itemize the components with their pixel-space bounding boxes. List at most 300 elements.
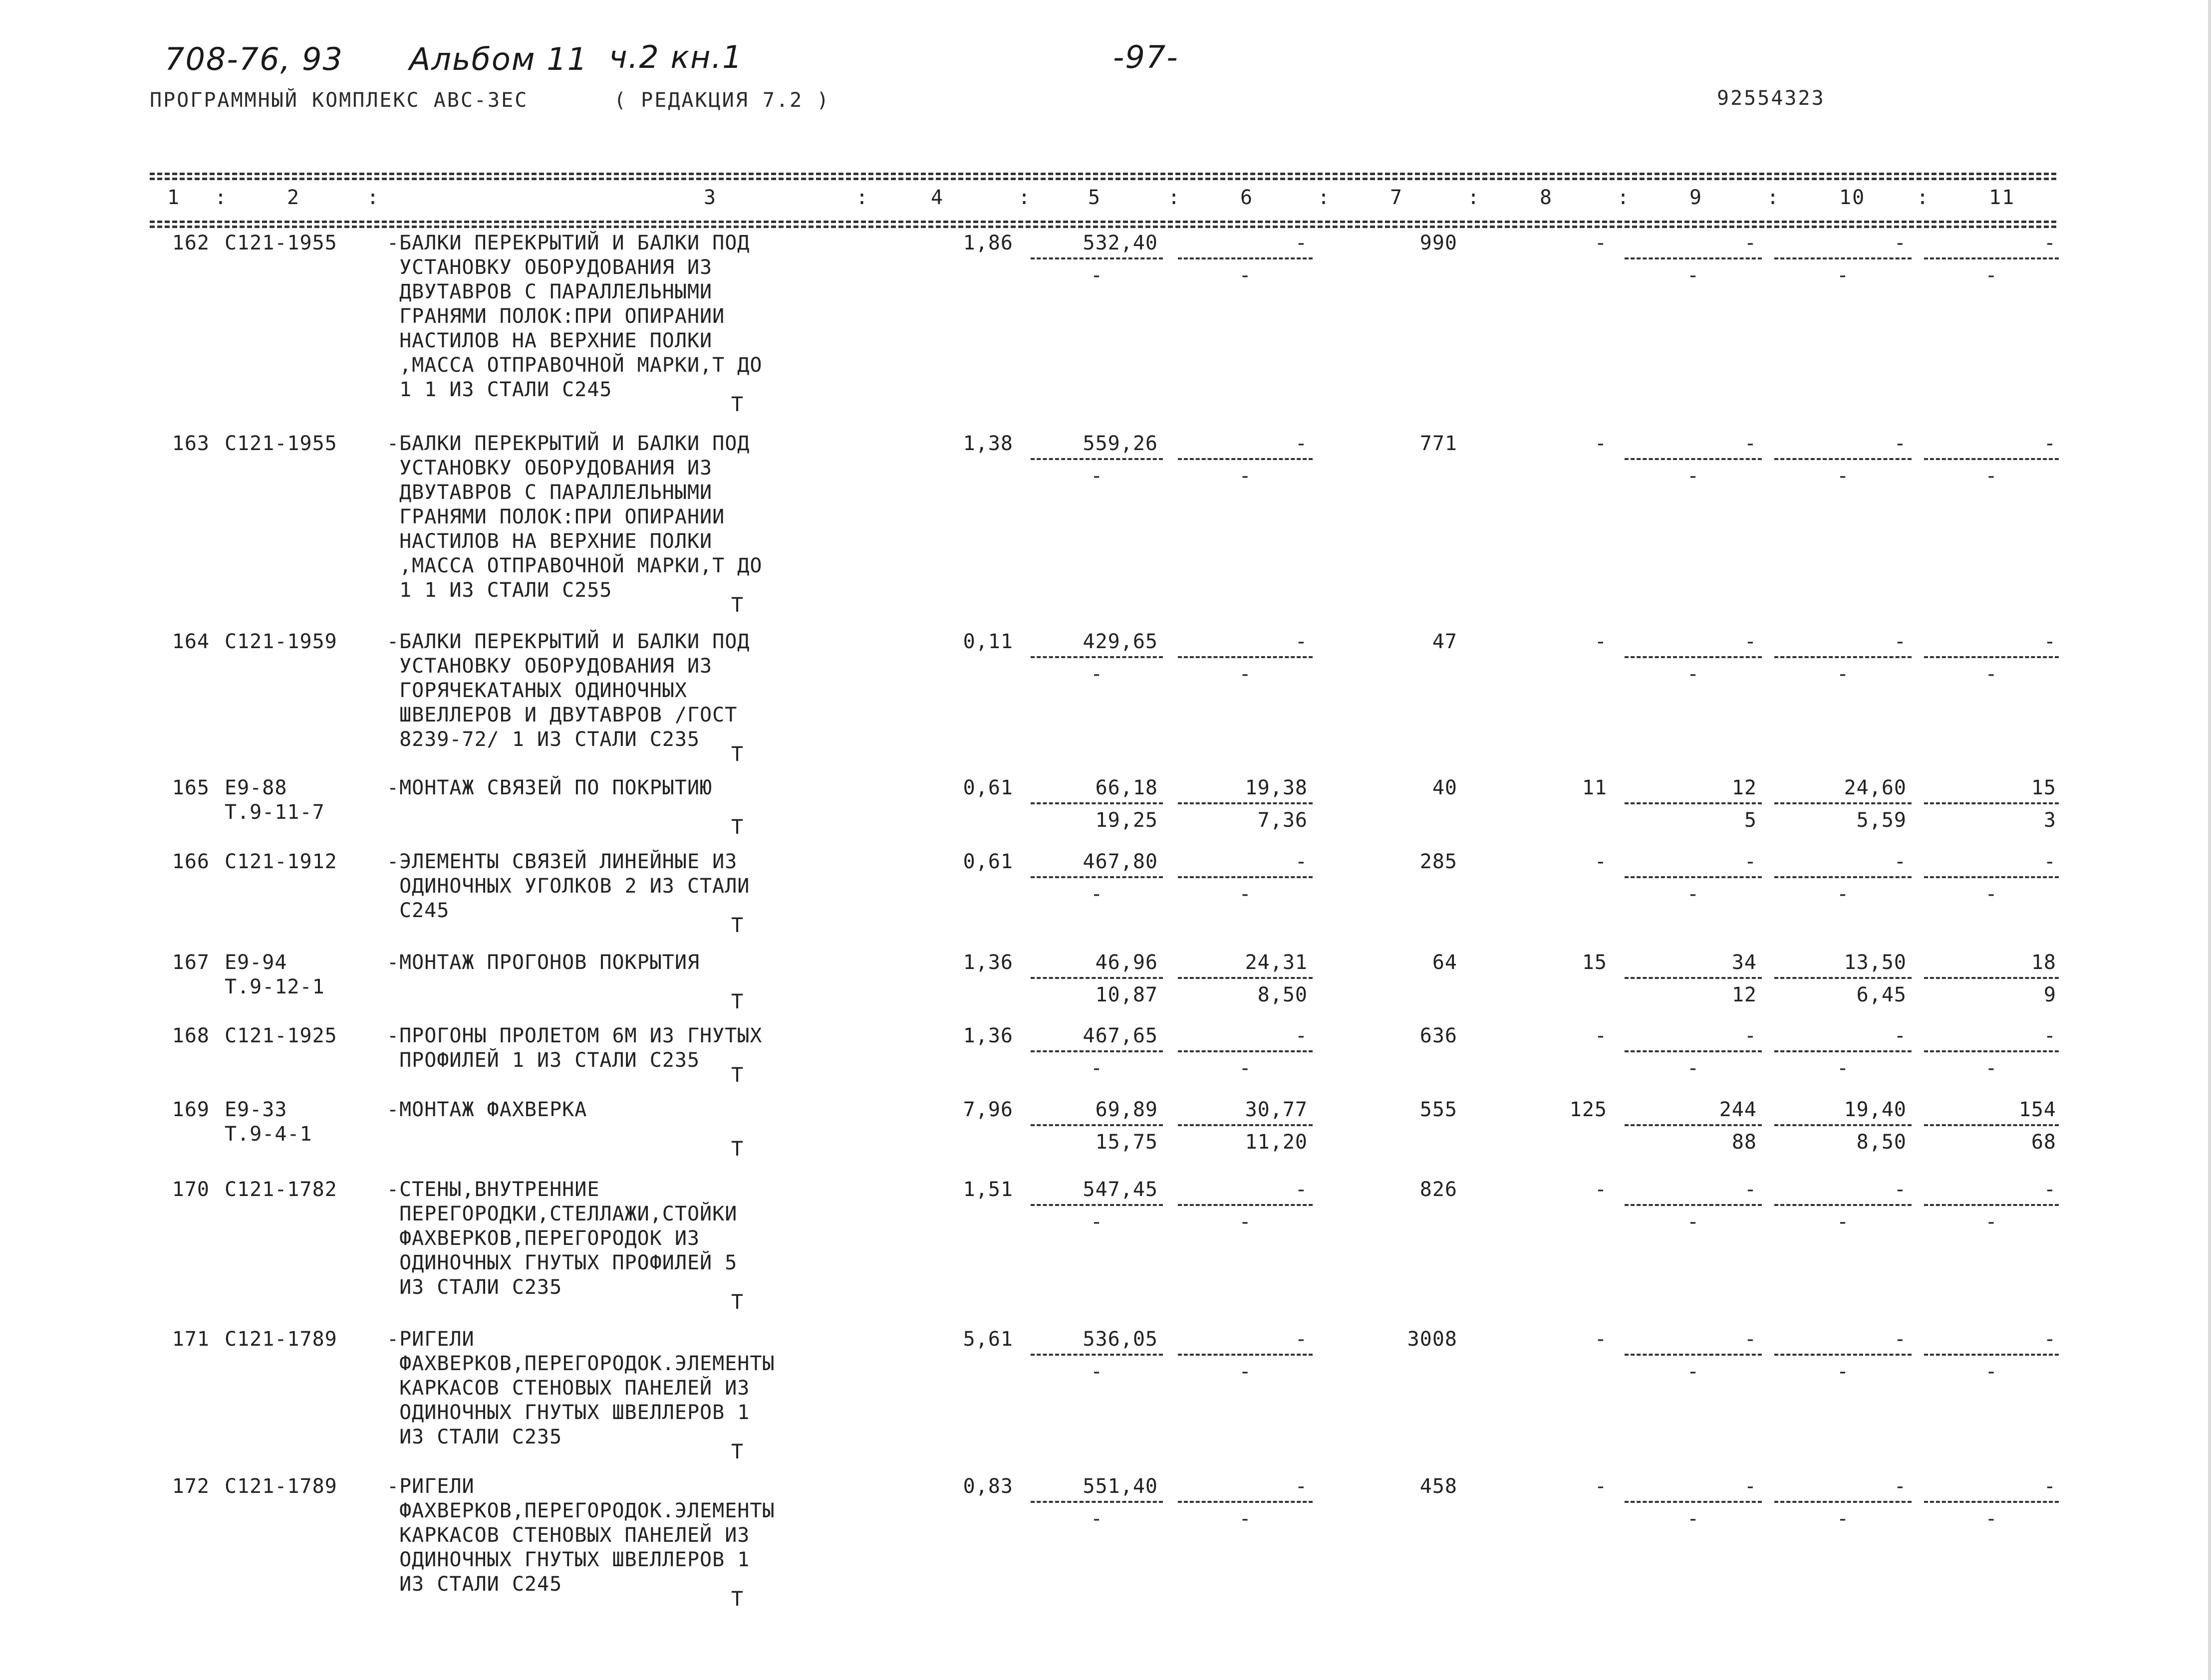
- value-col-9: -: [1744, 232, 1757, 254]
- work-description: ИЗ СТАЛИ С235: [387, 1426, 562, 1448]
- lower-value-col-10: -: [1836, 465, 1850, 487]
- value-col-4: 5,61: [963, 1328, 1013, 1351]
- lower-value-col-6: -: [1239, 663, 1252, 686]
- value-divider: [1625, 458, 1762, 460]
- value-divider: [1031, 1204, 1163, 1206]
- unit-mark: Т: [731, 393, 744, 416]
- lower-value-col-10: 5,59: [1856, 809, 1907, 832]
- work-description: ,МАССА ОТПРАВОЧНОЙ МАРКИ,Т ДО: [387, 354, 763, 377]
- value-divider: [1031, 656, 1163, 658]
- row-number: 169: [172, 1098, 210, 1121]
- work-description: ОДИНОЧНЫХ ГНУТЫХ ПРОФИЛЕЙ 5: [387, 1251, 738, 1274]
- handwritten-page-number: -97-: [1113, 39, 1179, 75]
- column-separator: :: [1917, 186, 1930, 209]
- row-number: 167: [172, 951, 210, 974]
- row-number: 168: [172, 1024, 210, 1047]
- value-col-7: 285: [1419, 850, 1457, 873]
- column-separator: :: [1617, 186, 1631, 209]
- lower-value-col-9: 88: [1731, 1131, 1757, 1154]
- lower-value-col-6: 11,20: [1245, 1131, 1308, 1154]
- value-col-6: 19,38: [1245, 776, 1308, 799]
- value-divider: [1625, 977, 1762, 979]
- value-col-11: 18: [2031, 951, 2056, 974]
- value-col-11: -: [2043, 1024, 2056, 1047]
- resource-code: Т.9-4-1: [225, 1123, 312, 1146]
- value-col-10: 19,40: [1844, 1098, 1907, 1121]
- lower-value-col-5: -: [1090, 465, 1104, 487]
- value-col-8: -: [1594, 1475, 1607, 1498]
- value-col-10: -: [1894, 1475, 1907, 1498]
- column-header-8: 8: [1540, 186, 1553, 209]
- value-col-8: 125: [1569, 1098, 1607, 1121]
- value-divider: [1178, 458, 1313, 460]
- value-col-7: 826: [1419, 1178, 1457, 1201]
- table-row: [0, 1098, 2211, 1161]
- value-col-8: -: [1594, 232, 1607, 254]
- value-divider: [1625, 876, 1762, 878]
- value-col-8: -: [1594, 1024, 1607, 1047]
- work-description: -МОНТАЖ СВЯЗЕЙ ПО ПОКРЫТИЮ: [387, 776, 713, 799]
- value-col-8: -: [1594, 850, 1607, 873]
- value-col-10: -: [1894, 432, 1907, 455]
- value-divider: [1031, 1501, 1163, 1503]
- work-description: УСТАНОВКУ ОБОРУДОВАНИЯ ИЗ: [387, 655, 713, 678]
- value-col-11: -: [2043, 1328, 2056, 1351]
- row-number: 166: [172, 850, 210, 873]
- value-col-8: 11: [1582, 776, 1607, 799]
- lower-value-col-11: 3: [2043, 809, 2056, 832]
- work-description: ГОРЯЧЕКАТАНЫХ ОДИНОЧНЫХ: [387, 679, 687, 702]
- lower-value-col-10: -: [1836, 1210, 1850, 1233]
- value-divider: [1178, 1050, 1313, 1052]
- column-separator: :: [1318, 186, 1331, 209]
- handwritten-album: Альбом 11: [409, 41, 588, 77]
- column-separator: :: [1767, 186, 1780, 209]
- value-col-8: 15: [1582, 951, 1607, 974]
- value-col-10: -: [1894, 232, 1907, 254]
- work-description: С245: [387, 899, 450, 922]
- value-col-11: -: [2043, 1178, 2056, 1201]
- column-separator: :: [1018, 186, 1032, 209]
- work-description: ГРАНЯМИ ПОЛОК:ПРИ ОПИРАНИИ: [387, 305, 725, 328]
- value-divider: [1924, 1501, 2059, 1503]
- column-header-5: 5: [1088, 186, 1102, 209]
- lower-value-col-9: -: [1686, 1057, 1700, 1080]
- lower-value-col-5: -: [1090, 663, 1104, 686]
- value-col-8: -: [1594, 432, 1607, 455]
- value-col-11: 15: [2031, 776, 2056, 799]
- lower-value-col-5: -: [1090, 1360, 1104, 1383]
- column-separator: :: [1467, 186, 1481, 209]
- value-col-5: 66,18: [1095, 776, 1158, 799]
- value-col-4: 0,61: [963, 850, 1013, 873]
- work-description: ИЗ СТАЛИ С245: [387, 1573, 562, 1596]
- value-divider: [1625, 257, 1762, 259]
- lower-value-col-5: -: [1090, 1507, 1104, 1530]
- work-description: ШВЕЛЛЕРОВ И ДВУТАВРОВ /ГОСТ: [387, 704, 738, 726]
- lower-value-col-5: 15,75: [1095, 1131, 1158, 1154]
- value-divider: [1774, 656, 1912, 658]
- work-description: ПЕРЕГОРОДКИ,СТЕЛЛАЖИ,СТОЙКИ: [387, 1202, 738, 1225]
- value-divider: [1625, 1204, 1762, 1206]
- column-header-2: 2: [287, 186, 300, 209]
- unit-mark: Т: [731, 743, 744, 766]
- value-col-7: 3008: [1407, 1328, 1457, 1351]
- work-description: -МОНТАЖ ФАХВЕРКА: [387, 1098, 587, 1121]
- work-description: 8239-72/ 1 ИЗ СТАЛИ С235: [387, 728, 700, 751]
- work-description: -РИГЕЛИ: [387, 1475, 475, 1498]
- lower-value-col-9: -: [1686, 1360, 1700, 1383]
- row-number: 170: [172, 1178, 210, 1201]
- lower-value-col-6: 7,36: [1257, 809, 1308, 832]
- value-col-7: 990: [1419, 232, 1457, 254]
- value-col-9: 244: [1719, 1098, 1757, 1121]
- value-divider: [1924, 1204, 2059, 1206]
- lower-value-col-6: 8,50: [1257, 983, 1308, 1006]
- value-col-4: 1,38: [963, 432, 1013, 455]
- value-col-7: 636: [1419, 1024, 1457, 1047]
- header-rule-bottom-2: [150, 226, 2056, 228]
- value-col-10: -: [1894, 1024, 1907, 1047]
- value-col-11: -: [2043, 630, 2056, 653]
- resource-code: С121-1925: [225, 1024, 337, 1047]
- work-description: -БАЛКИ ПЕРЕКРЫТИЙ И БАЛКИ ПОД: [387, 432, 750, 455]
- value-divider: [1178, 1501, 1313, 1503]
- value-col-11: -: [2043, 432, 2056, 455]
- value-col-8: -: [1594, 1178, 1607, 1201]
- value-col-5: 559,26: [1083, 432, 1158, 455]
- column-header-9: 9: [1689, 186, 1703, 209]
- value-col-10: -: [1894, 1328, 1907, 1351]
- value-col-11: -: [2043, 1475, 2056, 1498]
- value-col-5: 547,45: [1083, 1178, 1158, 1201]
- resource-code: Е9-33: [225, 1098, 287, 1121]
- row-number: 171: [172, 1328, 210, 1351]
- value-col-8: -: [1594, 630, 1607, 653]
- value-col-7: 771: [1419, 432, 1457, 455]
- lower-value-col-10: 6,45: [1856, 983, 1907, 1006]
- value-col-4: 0,61: [963, 776, 1013, 799]
- lower-value-col-10: 8,50: [1856, 1131, 1907, 1154]
- lower-value-col-9: -: [1686, 663, 1700, 686]
- lower-value-col-11: -: [1985, 1057, 1998, 1080]
- work-description: -ПРОГОНЫ ПРОЛЕТОМ 6М ИЗ ГНУТЫХ: [387, 1024, 763, 1047]
- work-description: КАРКАСОВ СТЕНОВЫХ ПАНЕЛЕЙ ИЗ: [387, 1377, 750, 1400]
- value-divider: [1031, 1050, 1163, 1052]
- column-header-7: 7: [1390, 186, 1403, 209]
- unit-mark: Т: [731, 914, 744, 937]
- value-col-6: -: [1295, 1024, 1308, 1047]
- value-divider: [1924, 802, 2059, 804]
- resource-code: С121-1789: [225, 1475, 337, 1498]
- value-divider: [1924, 1050, 2059, 1052]
- value-col-11: -: [2043, 232, 2056, 254]
- row-number: 172: [172, 1475, 210, 1498]
- value-divider: [1031, 1354, 1163, 1356]
- value-col-7: 40: [1432, 776, 1457, 799]
- value-col-11: -: [2043, 850, 2056, 873]
- value-divider: [1774, 1050, 1912, 1052]
- value-col-6: -: [1295, 1328, 1308, 1351]
- row-number: 165: [172, 776, 210, 799]
- value-col-10: 13,50: [1844, 951, 1907, 974]
- value-divider: [1031, 977, 1163, 979]
- value-divider: [1924, 876, 2059, 878]
- work-description: ФАХВЕРКОВ,ПЕРЕГОРОДОК.ЭЛЕМЕНТЫ: [387, 1499, 775, 1522]
- value-col-4: 0,83: [963, 1475, 1013, 1498]
- value-col-4: 7,96: [963, 1098, 1013, 1121]
- handwritten-part: ч.2 кн.1: [609, 39, 743, 75]
- handwritten-doc-code: 708-76, 93: [165, 41, 343, 77]
- work-description: 1 1 ИЗ СТАЛИ С245: [387, 378, 612, 401]
- lower-value-col-5: -: [1090, 883, 1104, 906]
- value-divider: [1178, 802, 1313, 804]
- value-divider: [1625, 1124, 1762, 1126]
- value-col-7: 555: [1419, 1098, 1457, 1121]
- header-rule-top-2: [150, 178, 2056, 180]
- resource-code: С121-1955: [225, 232, 337, 254]
- document-number: 92554323: [1717, 87, 1825, 110]
- lower-value-col-9: 5: [1744, 809, 1757, 832]
- value-divider: [1774, 1501, 1912, 1503]
- value-col-7: 64: [1432, 951, 1457, 974]
- work-description: НАСТИЛОВ НА ВЕРХНИЕ ПОЛКИ: [387, 530, 713, 553]
- value-col-9: -: [1744, 432, 1757, 455]
- work-description: -ЭЛЕМЕНТЫ СВЯЗЕЙ ЛИНЕЙНЫЕ ИЗ: [387, 850, 738, 873]
- value-divider: [1031, 257, 1163, 259]
- lower-value-col-6: -: [1239, 1210, 1252, 1233]
- value-col-9: 34: [1731, 951, 1757, 974]
- lower-value-col-9: 12: [1731, 983, 1757, 1006]
- lower-value-col-10: -: [1836, 264, 1850, 287]
- lower-value-col-9: -: [1686, 1210, 1700, 1233]
- table-row: [0, 432, 2211, 617]
- lower-value-col-5: 10,87: [1095, 983, 1158, 1006]
- value-col-4: 1,36: [963, 1024, 1013, 1047]
- value-divider: [1625, 1050, 1762, 1052]
- value-col-6: -: [1295, 630, 1308, 653]
- lower-value-col-5: 19,25: [1095, 809, 1158, 832]
- value-divider: [1178, 1124, 1313, 1126]
- unit-mark: Т: [731, 1588, 744, 1611]
- value-divider: [1774, 1124, 1912, 1126]
- value-col-5: 536,05: [1083, 1328, 1158, 1351]
- work-description: ОДИНОЧНЫХ ГНУТЫХ ШВЕЛЛЕРОВ 1: [387, 1548, 750, 1571]
- value-col-6: -: [1295, 850, 1308, 873]
- lower-value-col-11: -: [1985, 883, 1998, 906]
- resource-code: Е9-88: [225, 776, 287, 799]
- lower-value-col-5: -: [1090, 1057, 1104, 1080]
- unit-mark: Т: [731, 990, 744, 1013]
- work-description: ДВУТАВРОВ С ПАРАЛЛЕЛЬНЫМИ: [387, 481, 713, 504]
- scan-edge: [2208, 0, 2211, 1680]
- value-col-10: -: [1894, 630, 1907, 653]
- value-divider: [1031, 458, 1163, 460]
- value-col-6: 30,77: [1245, 1098, 1308, 1121]
- column-header-6: 6: [1240, 186, 1254, 209]
- work-description: УСТАНОВКУ ОБОРУДОВАНИЯ ИЗ: [387, 457, 713, 480]
- value-col-9: 12: [1731, 776, 1757, 799]
- table-row: [0, 776, 2211, 839]
- value-divider: [1774, 1204, 1912, 1206]
- lower-value-col-10: -: [1836, 1360, 1850, 1383]
- value-col-11: 154: [2018, 1098, 2056, 1121]
- work-description: ФАХВЕРКОВ,ПЕРЕГОРОДОК ИЗ: [387, 1227, 700, 1250]
- lower-value-col-6: -: [1239, 883, 1252, 906]
- header-rule-bottom: [150, 221, 2056, 223]
- lower-value-col-6: -: [1239, 1057, 1252, 1080]
- row-number: 164: [172, 630, 210, 653]
- value-col-7: 458: [1419, 1475, 1457, 1498]
- value-col-4: 0,11: [963, 630, 1013, 653]
- value-divider: [1178, 656, 1313, 658]
- value-col-5: 551,40: [1083, 1475, 1158, 1498]
- table-row: [0, 850, 2211, 937]
- value-divider: [1924, 1124, 2059, 1126]
- row-number: 162: [172, 232, 210, 254]
- work-description: КАРКАСОВ СТЕНОВЫХ ПАНЕЛЕЙ ИЗ: [387, 1524, 750, 1547]
- value-divider: [1924, 458, 2059, 460]
- value-col-4: 1,51: [963, 1178, 1013, 1201]
- value-col-5: 467,80: [1083, 850, 1158, 873]
- table-row: [0, 231, 2211, 416]
- lower-value-col-6: -: [1239, 1507, 1252, 1530]
- lower-value-col-5: -: [1090, 1210, 1104, 1233]
- work-description: УСТАНОВКУ ОБОРУДОВАНИЯ ИЗ: [387, 256, 713, 279]
- lower-value-col-10: -: [1836, 1057, 1850, 1080]
- unit-mark: Т: [731, 816, 744, 839]
- resource-code: Т.9-12-1: [225, 975, 325, 998]
- resource-code: С121-1959: [225, 630, 337, 653]
- resource-code: С121-1912: [225, 850, 337, 873]
- value-divider: [1031, 1124, 1163, 1126]
- unit-mark: Т: [731, 1064, 744, 1087]
- table-row: [0, 1024, 2211, 1087]
- value-divider: [1774, 876, 1912, 878]
- value-divider: [1625, 1501, 1762, 1503]
- work-description: -БАЛКИ ПЕРЕКРЫТИЙ И БАЛКИ ПОД: [387, 232, 750, 254]
- value-divider: [1178, 1354, 1313, 1356]
- table-row: [0, 951, 2211, 1013]
- value-col-9: -: [1744, 1475, 1757, 1498]
- row-number: 163: [172, 432, 210, 455]
- unit-mark: Т: [731, 594, 744, 617]
- lower-value-col-5: -: [1090, 264, 1104, 287]
- work-description: ОДИНОЧНЫХ УГОЛКОВ 2 ИЗ СТАЛИ: [387, 875, 750, 898]
- lower-value-col-9: -: [1686, 465, 1700, 487]
- resource-code: Т.9-11-7: [225, 801, 325, 824]
- value-col-4: 1,36: [963, 951, 1013, 974]
- lower-value-col-11: -: [1985, 663, 1998, 686]
- value-divider: [1178, 977, 1313, 979]
- unit-mark: Т: [731, 1440, 744, 1463]
- work-description: НАСТИЛОВ НА ВЕРХНИЕ ПОЛКИ: [387, 329, 713, 352]
- resource-code: С121-1789: [225, 1328, 337, 1351]
- value-col-9: -: [1744, 1178, 1757, 1201]
- value-divider: [1774, 257, 1912, 259]
- resource-code: С121-1782: [225, 1178, 337, 1201]
- lower-value-col-9: -: [1686, 264, 1700, 287]
- lower-value-col-6: -: [1239, 264, 1252, 287]
- value-col-9: -: [1744, 1024, 1757, 1047]
- lower-value-col-11: -: [1985, 1210, 1998, 1233]
- value-divider: [1774, 1354, 1912, 1356]
- unit-mark: Т: [731, 1138, 744, 1161]
- work-description: ПРОФИЛЕЙ 1 ИЗ СТАЛИ С235: [387, 1049, 700, 1072]
- value-col-9: -: [1744, 850, 1757, 873]
- value-col-6: -: [1295, 1475, 1308, 1498]
- lower-value-col-11: 9: [2043, 983, 2056, 1006]
- program-revision: ( РЕДАКЦИЯ 7.2 ): [614, 89, 830, 112]
- value-divider: [1625, 656, 1762, 658]
- lower-value-col-11: 68: [2031, 1131, 2056, 1154]
- value-col-4: 1,86: [963, 232, 1013, 254]
- column-header-3: 3: [704, 186, 717, 209]
- program-name: ПРОГРАММНЫЙ КОМПЛЕКС АВС-3ЕС: [150, 89, 529, 112]
- lower-value-col-6: -: [1239, 465, 1252, 487]
- value-divider: [1031, 802, 1163, 804]
- work-description: ФАХВЕРКОВ,ПЕРЕГОРОДОК.ЭЛЕМЕНТЫ: [387, 1352, 775, 1375]
- value-col-10: 24,60: [1844, 776, 1907, 799]
- work-description: -БАЛКИ ПЕРЕКРЫТИЙ И БАЛКИ ПОД: [387, 630, 750, 653]
- column-header-4: 4: [931, 186, 944, 209]
- value-col-5: 467,65: [1083, 1024, 1158, 1047]
- work-description: 1 1 ИЗ СТАЛИ С255: [387, 579, 612, 602]
- value-divider: [1774, 977, 1912, 979]
- value-col-6: -: [1295, 232, 1308, 254]
- lower-value-col-11: -: [1985, 1360, 1998, 1383]
- value-col-7: 47: [1432, 630, 1457, 653]
- header-rule-top: [150, 173, 2056, 175]
- resource-code: Е9-94: [225, 951, 287, 974]
- value-divider: [1031, 876, 1163, 878]
- work-description: -МОНТАЖ ПРОГОНОВ ПОКРЫТИЯ: [387, 951, 700, 974]
- lower-value-col-10: -: [1836, 883, 1850, 906]
- value-divider: [1774, 802, 1912, 804]
- value-col-10: -: [1894, 850, 1907, 873]
- lower-value-col-6: -: [1239, 1360, 1252, 1383]
- lower-value-col-11: -: [1985, 465, 1998, 487]
- value-divider: [1178, 257, 1313, 259]
- work-description: -РИГЕЛИ: [387, 1328, 475, 1351]
- value-divider: [1178, 1204, 1313, 1206]
- lower-value-col-10: -: [1836, 1507, 1850, 1530]
- table-row: [0, 630, 2211, 766]
- lower-value-col-9: -: [1686, 883, 1700, 906]
- value-col-9: -: [1744, 630, 1757, 653]
- value-col-10: -: [1894, 1178, 1907, 1201]
- value-divider: [1924, 257, 2059, 259]
- lower-value-col-11: -: [1985, 1507, 1998, 1530]
- value-col-5: 69,89: [1095, 1098, 1158, 1121]
- table-row: [0, 1327, 2211, 1463]
- unit-mark: Т: [731, 1291, 744, 1314]
- value-col-9: -: [1744, 1328, 1757, 1351]
- work-description: ,МАССА ОТПРАВОЧНОЙ МАРКИ,Т ДО: [387, 554, 763, 577]
- value-col-5: 532,40: [1083, 232, 1158, 254]
- column-separator: :: [856, 186, 869, 209]
- work-description: ДВУТАВРОВ С ПАРАЛЛЕЛЬНЫМИ: [387, 280, 713, 303]
- column-header-1: 1: [167, 186, 181, 209]
- lower-value-col-11: -: [1985, 264, 1998, 287]
- table-row: [0, 1474, 2211, 1611]
- value-col-6: -: [1295, 1178, 1308, 1201]
- value-col-5: 46,96: [1095, 951, 1158, 974]
- table-row: [0, 1178, 2211, 1314]
- work-description: -СТЕНЫ,ВНУТРЕННИЕ: [387, 1178, 600, 1201]
- value-divider: [1625, 1354, 1762, 1356]
- value-divider: [1924, 977, 2059, 979]
